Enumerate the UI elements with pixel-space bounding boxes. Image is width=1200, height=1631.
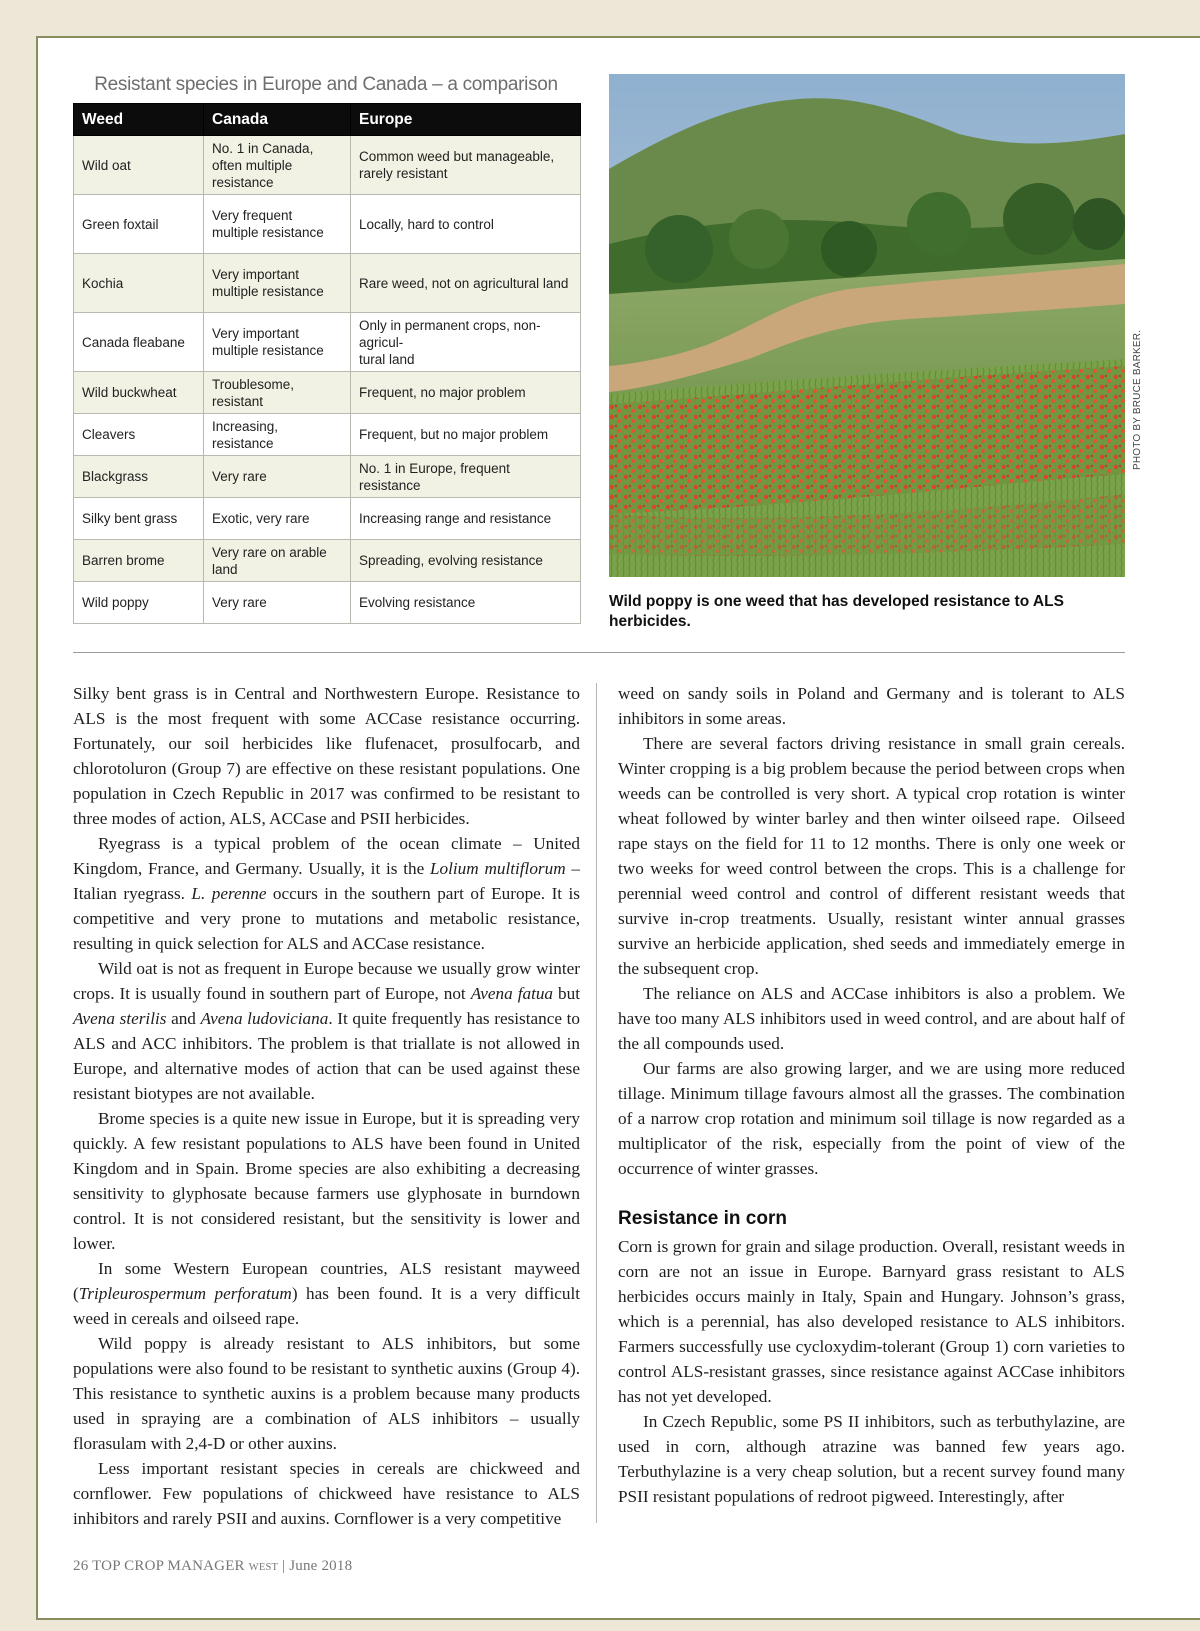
table-row (74, 498, 581, 540)
cell-canada (204, 582, 351, 624)
page-number: 26 (73, 1558, 89, 1574)
cell-canada (204, 254, 351, 313)
cell-canada (204, 540, 351, 582)
cell-line: Frequent, no major problem (359, 385, 526, 400)
cell-weed: Green foxtail (74, 195, 204, 254)
cell-line: Troublesome, resistant (212, 376, 295, 409)
cell-line: multiple resistance (212, 284, 324, 299)
cell-canada (204, 456, 351, 498)
cell-line: rarely resistant (359, 166, 448, 181)
paragraph: Less important resistant species in cereals are chickweed and cornflower. Few populations of chickweed have resistance to ALS inhibitors and rarely PSII and auxins. Cornflower is a very competitive (73, 1459, 580, 1528)
paragraph: Wild poppy is already resistant to ALS inhibitors, but some populations were also found to be resistant to synthetic auxins (Group 4). This resistance to synthetic auxins is a problem because many products used in spraying are a combination of ALS inhibitors – usually florasulam with 2,4-D or other auxins. (73, 1334, 580, 1453)
page-footer (73, 1558, 352, 1575)
cell-canada (204, 372, 351, 414)
photo-caption: Wild poppy is one weed that has developed resistance to ALS herbicides. (609, 593, 1064, 630)
table-row (74, 254, 581, 313)
paragraph: Corn is grown for grain and silage production. Overall, resistant weeds in corn are not an issue in Europe. Barnyard grass resistant to ALS herbicides occurs mainly in Italy, Spain and Hungary. Johnson’s grass, which is a perennial, has also developed resistance to ALS inhibitors. Farmers successfully use cycloxydim-tolerant (Group 1) corn varieties to control ALS-resistant grasses, since resistance against ACCase inhibitors has not yet developed. (618, 1237, 1125, 1406)
cell-europe (351, 136, 581, 195)
cell-weed: Wild poppy (74, 582, 204, 624)
paragraph: Wild oat is not as frequent in Europe because we usually grow winter crops. It is usually found in southern part of Europe, not Avena fatua but Avena sterilis and Avena ludoviciana. It quite frequently has resistance to ALS and ACC inhibitors. The problem is that triallate is not allowed in Europe, and alternative modes of action that can be used against these resistant biotypes are not available. (73, 959, 580, 1103)
cell-weed: Silky bent grass (74, 498, 204, 540)
cell-canada (204, 195, 351, 254)
cell-line: Rare weed, not on agricultural land (359, 275, 569, 291)
cell-europe (351, 372, 581, 414)
cell-weed: Canada fleabane (74, 313, 204, 372)
table-row (74, 456, 581, 498)
cell-line: Very frequent (212, 208, 293, 223)
table-row (74, 414, 581, 456)
cell-weed: Wild oat (74, 136, 204, 195)
cell-europe (351, 195, 581, 254)
paragraph: Ryegrass is a typical problem of the ocean climate – United Kingdom, France, and Germany. Usually, it is the Lolium multiflorum – Italian ryegrass. L. perenne occurs in the southern part of Europe. It is competitive and very prone to mutations and metabolic resistance, resulting in quick selection for ALS and ACCase resistance. (73, 834, 580, 953)
cell-europe (351, 254, 581, 313)
cell-canada (204, 313, 351, 372)
paragraph: In Czech Republic, some PS II inhibitors, such as terbuthylazine, are used in corn, although atrazine was banned few years ago. Terbuthylazine is a very cheap solution, but a recent survey found many PSII resistant populations of redroot pigweed. Interestingly, after (618, 1412, 1125, 1506)
cell-line: Frequent, but no major problem (359, 427, 549, 442)
cell-line: multiple resistance (212, 343, 324, 358)
section-divider (73, 652, 1125, 653)
section-heading: Resistance in corn (618, 1208, 787, 1229)
cell-line: Increasing range and resistance (359, 511, 552, 526)
issue-date: June 2018 (289, 1558, 353, 1574)
cell-line: tural land (359, 351, 415, 367)
cell-canada (204, 414, 351, 456)
cell-weed: Kochia (74, 254, 204, 313)
cell-weed: Blackgrass (74, 456, 204, 498)
cell-line: No. 1 in Europe, frequent resistance (359, 460, 510, 493)
cell-line: Increasing, resistance (212, 418, 279, 451)
article-column-left (73, 681, 580, 1531)
wild-poppy-photo (609, 74, 1125, 577)
paragraph: The reliance on ALS and ACCase inhibitors is also a problem. We have too many ALS inhibitors used in weed control, and are about half of the all compounds used. (618, 984, 1125, 1053)
cell-weed: Barren brome (74, 540, 204, 582)
cell-line: Spreading, evolving resistance (359, 553, 543, 568)
column-divider (596, 683, 597, 1523)
cell-line: Evolving resistance (359, 595, 476, 610)
table-row (74, 582, 581, 624)
cell-line: No. 1 in Canada, (212, 140, 314, 156)
paragraph: Brome species is a quite new issue in Europe, but it is spreading very quickly. A few resistant populations to ALS have been found in United Kingdom and in Spain. Brome species are also exhibiting a decreasing sensitivity to glyphosate because farmers use glyphosate in burndown control. It is not considered resistant, but the sensitivity is lower and lower. (73, 1109, 580, 1253)
magazine-name: TOP CROP MANAGER (92, 1558, 245, 1574)
header-weed: Weed (74, 104, 204, 136)
cell-line: Locally, hard to control (359, 216, 494, 232)
cell-line: Very important (212, 326, 300, 341)
table-row (74, 540, 581, 582)
cell-europe (351, 313, 581, 372)
cell-line: Very important (212, 267, 300, 282)
paragraph: Our farms are also growing larger, and we are using more reduced tillage. Minimum tillage favours almost all the grasses. The combination of a narrow crop rotation and minimum soil tillage is now regarded as a multiplicator of the risk, especially from the point of view of the occurrence of winter grasses. (618, 1059, 1125, 1178)
comparison-table (73, 103, 581, 624)
cell-europe (351, 456, 581, 498)
cell-line: Only in permanent crops, non-agricul- (359, 317, 541, 350)
cell-line: Very rare (212, 469, 267, 484)
cell-line: multiple resistance (212, 225, 324, 240)
cell-line: often multiple resistance (212, 157, 293, 190)
paragraph: Silky bent grass is in Central and Northwestern Europe. Resistance to ALS is the most frequent with some ACCase resistance occurring. Fortunately, our soil herbicides like flufenacet, prosulfocarb, and chlorotoluron (Group 7) are effective on these resistant populations. One population in Czech Republic in 2017 was confirmed to be resistant to three modes of action, ALS, ACCase and PSII herbicides. (73, 684, 580, 828)
magazine-edition: WEST (248, 1562, 279, 1573)
table-row (74, 372, 581, 414)
table-header-row (74, 104, 581, 136)
table-row (74, 313, 581, 372)
article-column-right (618, 681, 1125, 1509)
cell-europe (351, 414, 581, 456)
cell-canada (204, 136, 351, 195)
cell-europe (351, 498, 581, 540)
photo-credit: PHOTO BY BRUCE BARKER. (1132, 329, 1143, 470)
table-row (74, 136, 581, 195)
cell-weed: Wild buckwheat (74, 372, 204, 414)
header-canada: Canada (204, 104, 351, 136)
table-row (74, 195, 581, 254)
cell-europe (351, 540, 581, 582)
paragraph: In some Western European countries, ALS resistant mayweed (Tripleurospermum perforatum) has been found. It is a very difficult weed in cereals and oilseed rape. (73, 1259, 580, 1328)
cell-weed: Cleavers (74, 414, 204, 456)
cell-line: Very rare (212, 595, 267, 610)
cell-europe (351, 582, 581, 624)
cell-canada (204, 498, 351, 540)
header-europe: Europe (351, 104, 581, 136)
paragraph: There are several factors driving resistance in small grain cereals. Winter cropping is a big problem because the period between crops when weeds can be controlled is very short. A typical crop rotation is winter wheat followed by winter barley and then winter oilseed rape. Oilseed rape stays on the field for 11 to 12 months. There is only one week or two weeks for weed control between the crops. This is a challenge for perennial weed control and control of different resistant weeds that survive in-crop treatments. Usually, resistant winter annual grasses survive an herbicide application, shed seeds and immediately emerge in the subsequent crop. (618, 734, 1125, 978)
cell-line: Exotic, very rare (212, 511, 310, 526)
footer-separator: | (282, 1558, 286, 1574)
paragraph: weed on sandy soils in Poland and Germany and is tolerant to ALS inhibitors in some areas. (618, 684, 1125, 728)
cell-line: Very rare on arable land (212, 544, 327, 577)
table-title: Resistant species in Europe and Canada – a comparison (94, 74, 558, 95)
cell-line: Common weed but manageable, (359, 149, 555, 164)
